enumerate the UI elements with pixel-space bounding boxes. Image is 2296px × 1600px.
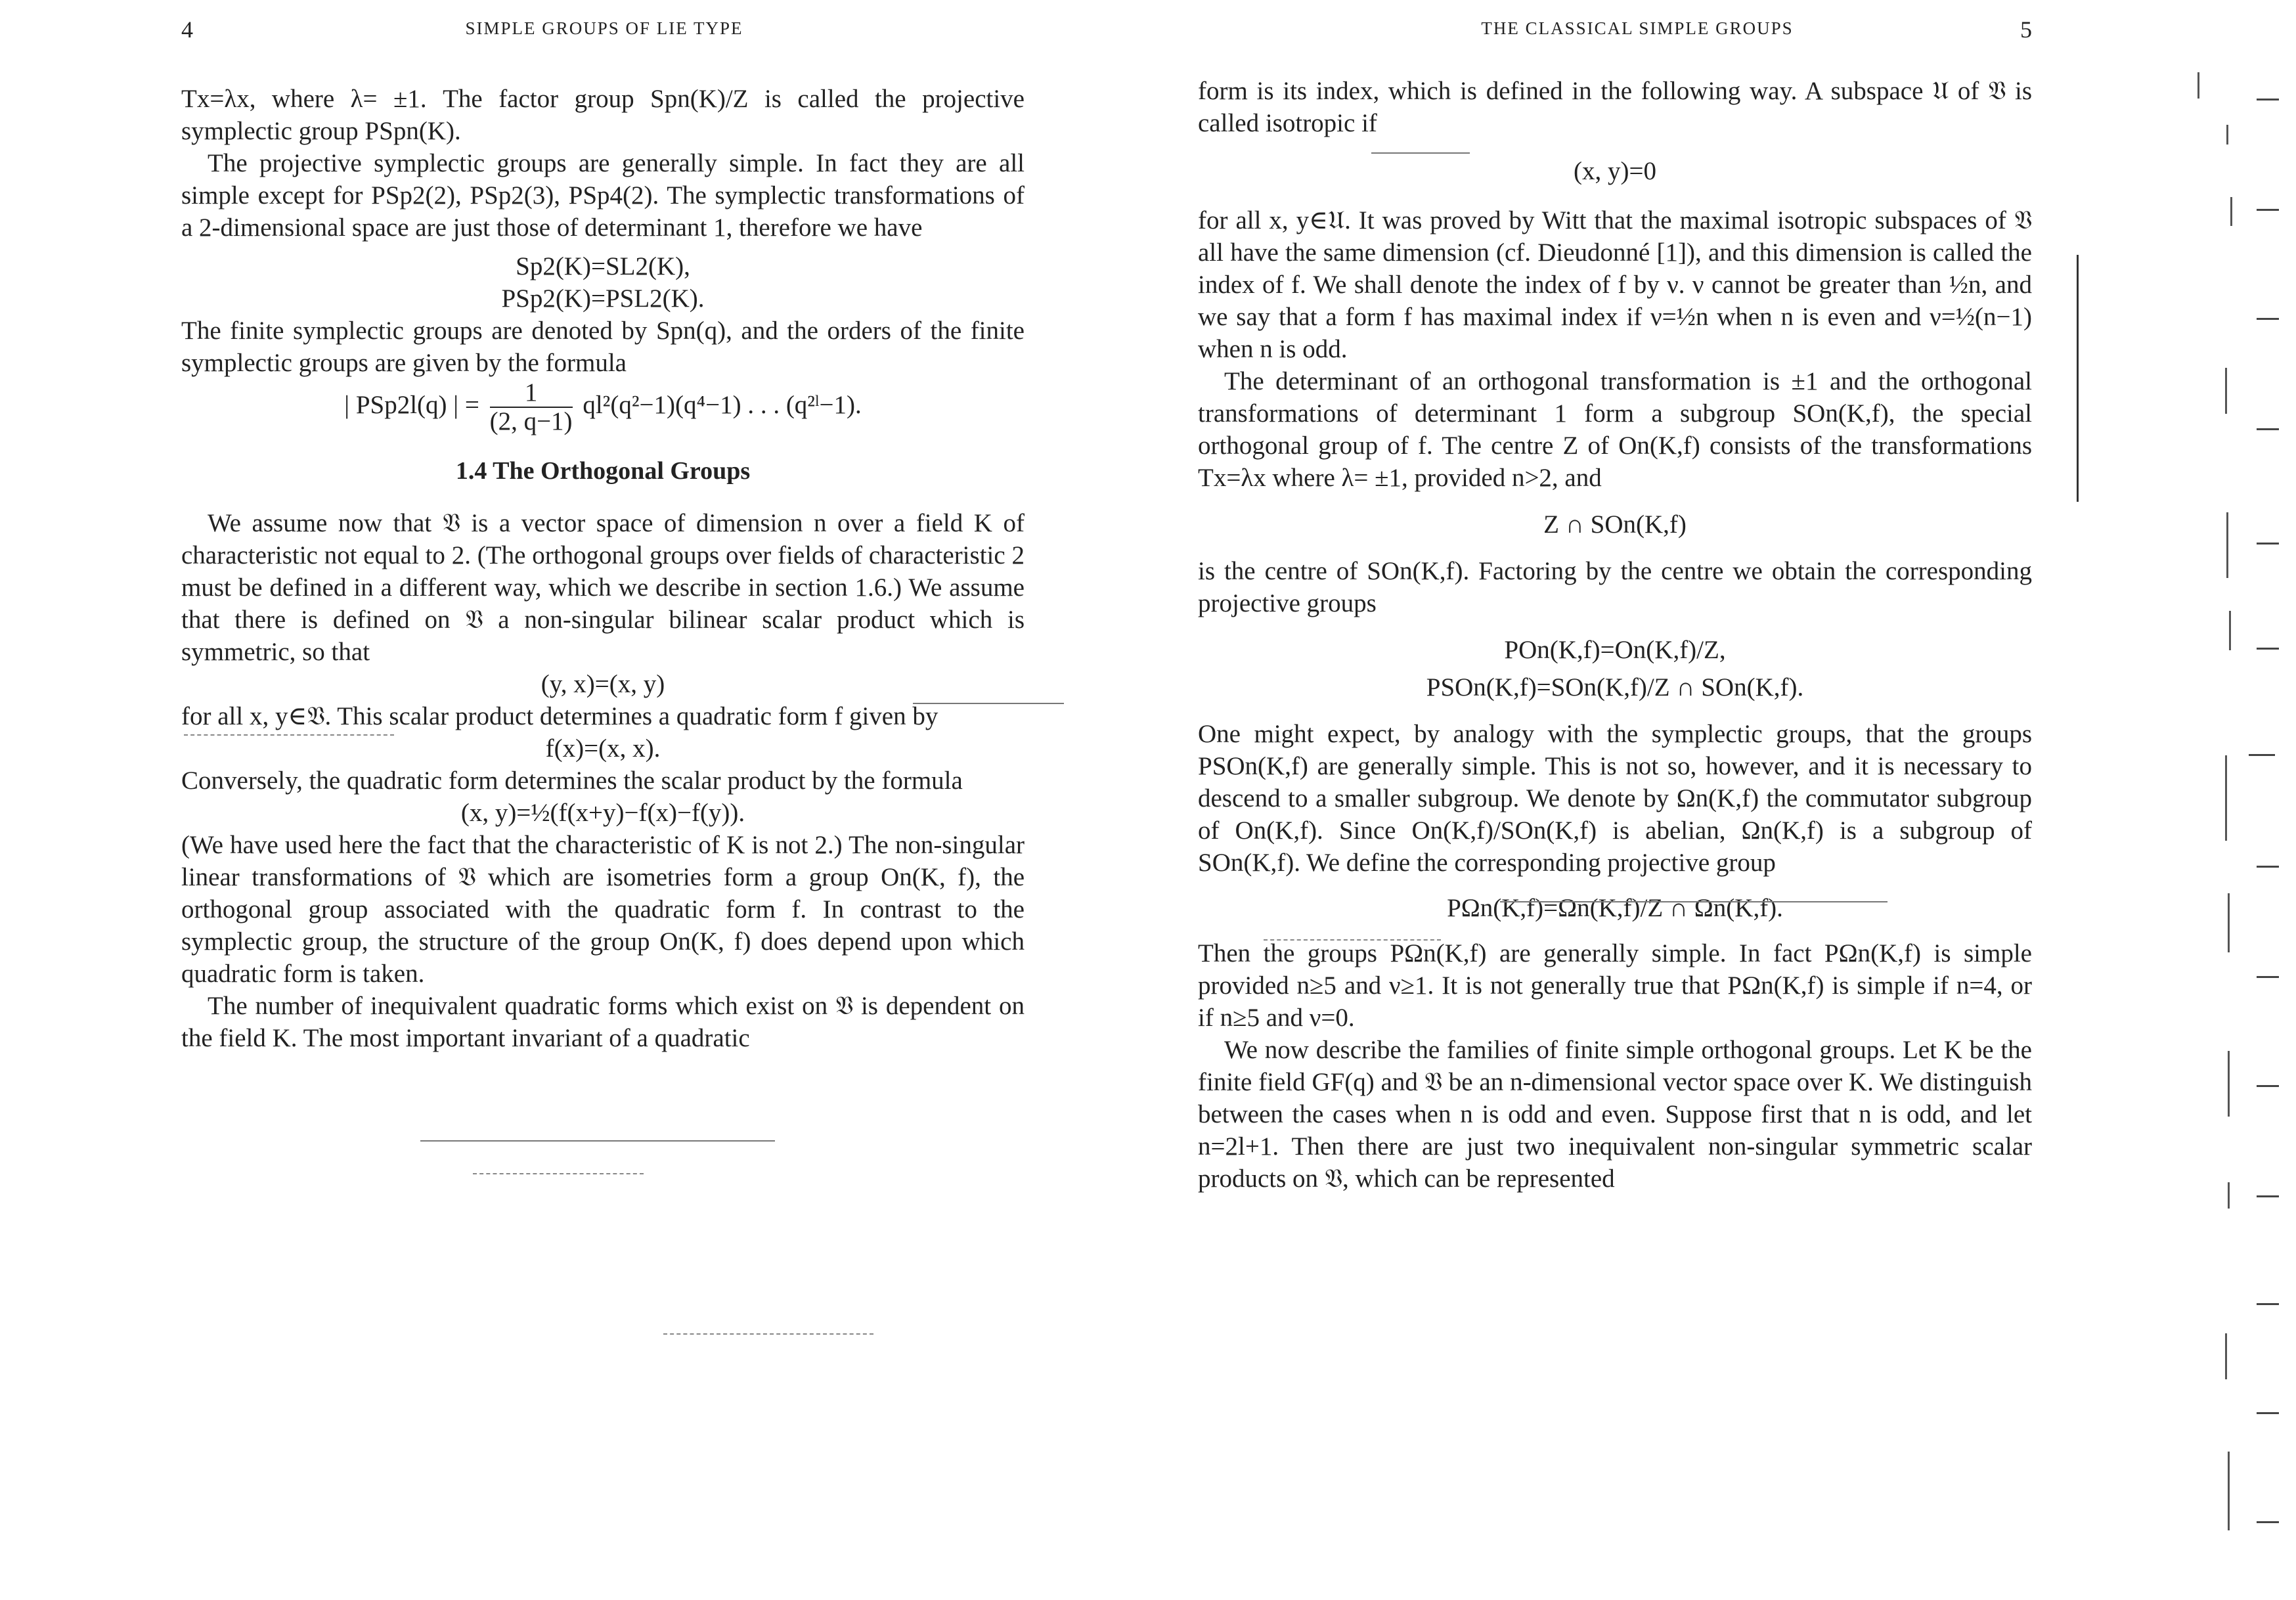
right-body	[1198, 75, 2032, 1195]
edge-mark	[2257, 428, 2279, 430]
formula-right: ql²(q²−1)(q⁴−1) . . . (q²ˡ−1).	[583, 390, 862, 419]
edge-mark	[2225, 755, 2227, 841]
edge-mark	[2257, 318, 2279, 320]
fraction-denominator: (2, q−1)	[489, 407, 573, 435]
edge-mark	[2257, 543, 2279, 544]
left-body	[181, 83, 1025, 1054]
paragraph: for all x, y∈𝔙. This scalar product determines a quadratic form f given by	[181, 702, 938, 730]
paragraph: Tx=λx, where λ= ±1. The factor group Spn(K)/Z is called the projective symplectic group PSpn(K).	[181, 85, 1025, 145]
paragraph: We now describe the families of finite simple orthogonal groups. Let K be the finite field GF(q) and 𝔙 be an n-dimensional vector space over K. We distinguish between the cases when n is odd and even. Suppose first that n is odd, and let n=2l+1. Then there are just two inequivalent non-singular symmetric scalar products on 𝔙, which can be represented	[1198, 1036, 2032, 1193]
paragraph: We assume now that 𝔙 is a vector space of dimension n over a field K of characteristic not equal to 2. (The orthogonal groups over fields of characteristic 2 must be defined in a different way, which we describe in section 1.6.) We assume that there is defined on 𝔙 a non-singular bilinear scalar product which is symmetric, so that	[181, 509, 1025, 666]
paragraph: (We have used here the fact that the characteristic of K is not 2.) The non-singular linear transformations of 𝔙 which are isometries form a group On(K, f), the orthogonal group associated with the quadratic form f. In contrast to the symplectic group, the structure of the group On(K, f) does depend upon which quadratic form is taken.	[181, 831, 1025, 988]
edge-mark	[2257, 1521, 2279, 1523]
edge-mark	[2229, 611, 2231, 650]
equation: PΩn(K,f)=Ωn(K,f)/Z ∩ Ωn(K,f).	[1447, 894, 1783, 922]
paragraph: Then the groups PΩn(K,f) are generally simple. In fact PΩn(K,f) is simple provided n≥5 and ν≥1. It is not generally true that PΩn(K,f) is simple if n=4, or if n≥5 and ν=0.	[1198, 939, 2032, 1032]
edge-mark	[2257, 1412, 2279, 1414]
running-head: SIMPLE GROUPS OF LIE TYPE	[465, 18, 743, 38]
equation: (y, x)=(x, y)	[541, 670, 665, 698]
paragraph: Conversely, the quadratic form determines the scalar product by the formula	[181, 767, 963, 795]
equation: Sp2(K)=SL2(K),	[516, 252, 690, 280]
edge-mark	[2230, 197, 2232, 226]
pencil-underline	[1500, 901, 1888, 902]
paragraph: The projective symplectic groups are generally simple. In fact they are all simple except for PSp2(2), PSp2(3), PSp4(2). The symplectic transformations of a 2-dimensional space are just those of determinant 1, therefore we have	[181, 149, 1025, 242]
pencil-underline	[663, 1333, 873, 1335]
equation: (x, y)=0	[1574, 157, 1656, 185]
pencil-underline	[473, 1173, 644, 1174]
paragraph: One might expect, by analogy with the symplectic groups, that the groups PSOn(K,f) are generally simple. This is not so, however, and it is necessary to descend to a smaller subgroup. We denote by Ωn(K,f) the commutator subgroup of On(K,f). Since On(K,f)/SOn(K,f) is abelian, Ωn(K,f) is a subgroup of SOn(K,f). We define the corresponding projective group	[1198, 720, 2032, 877]
edge-mark	[2225, 1333, 2227, 1379]
section-title: 1.4 The Orthogonal Groups	[455, 457, 751, 485]
pencil-underline	[1264, 939, 1441, 941]
equation: f(x)=(x, x).	[545, 734, 661, 763]
paragraph: is the centre of SOn(K,f). Factoring by the centre we obtain the corresponding projective groups	[1198, 557, 2032, 617]
edge-mark	[2225, 368, 2227, 414]
equation: PSOn(K,f)=SOn(K,f)/Z ∩ SOn(K,f).	[1426, 673, 1804, 701]
paragraph: for all x, y∈𝔘. It was proved by Witt that the maximal isotropic subspaces of 𝔙 all have the same dimension (cf. Dieudonné [1]), and this dimension is called the index of f. We shall denote the index of f by ν. ν cannot be greater than ½n, and we say that a form f has maximal index if ν=½n when n is even and ν=½(n−1) when n is odd.	[1198, 206, 2032, 363]
edge-mark	[2226, 125, 2228, 144]
paragraph: form is its index, which is defined in the following way. A subspace 𝔘 of 𝔙 is called isotropic if	[1198, 77, 2032, 137]
edge-mark	[2257, 209, 2279, 211]
edge-mark	[2249, 754, 2275, 756]
edge-mark	[2257, 1085, 2279, 1087]
page-number: 5	[2020, 16, 2032, 43]
equation: PSp2(K)=PSL2(K).	[501, 284, 705, 313]
edge-mark	[2228, 1051, 2230, 1117]
pencil-underline	[420, 1140, 775, 1142]
pencil-underline	[1371, 152, 1470, 154]
paragraph: The number of inequivalent quadratic forms which exist on 𝔙 is dependent on the field K. The most important invariant of a quadratic	[181, 992, 1025, 1052]
edge-mark	[2257, 648, 2279, 650]
edge-mark	[2228, 1182, 2230, 1209]
edge-mark	[2257, 976, 2279, 978]
pencil-underline	[184, 734, 394, 736]
equation: Z ∩ SOn(K,f)	[1543, 510, 1687, 539]
fraction-numerator: 1	[490, 379, 573, 408]
edge-mark	[2257, 99, 2279, 100]
fraction	[490, 379, 573, 435]
equation: POn(K,f)=On(K,f)/Z,	[1504, 636, 1726, 664]
paragraph: The finite symplectic groups are denoted by Spn(q), and the orders of the finite symplectic groups are given by the formula	[181, 317, 1025, 377]
running-head: THE CLASSICAL SIMPLE GROUPS	[1481, 18, 1794, 38]
pencil-underline	[913, 703, 1064, 704]
edge-mark	[2257, 866, 2279, 868]
formula-left: | PSp2l(q) | =	[344, 390, 479, 419]
edge-mark	[2226, 512, 2228, 578]
margin-bracket-line	[2077, 255, 2079, 502]
page-number: 4	[181, 16, 193, 43]
edge-mark	[2228, 893, 2230, 952]
right-page	[1148, 0, 2296, 1600]
edge-mark	[2228, 1452, 2230, 1530]
paragraph: The determinant of an orthogonal transformation is ±1 and the orthogonal transformations of determinant 1 form a subgroup SOn(K,f), the special orthogonal group of f. The centre Z of On(K,f) consists of the transformations Tx=λx where λ= ±1, provided n>2, and	[1198, 367, 2032, 492]
edge-mark	[2197, 72, 2199, 99]
edge-mark	[2257, 1303, 2279, 1305]
equation: (x, y)=½(f(x+y)−f(x)−f(y)).	[460, 799, 745, 827]
edge-mark	[2257, 1195, 2279, 1197]
order-formula	[181, 379, 1025, 435]
